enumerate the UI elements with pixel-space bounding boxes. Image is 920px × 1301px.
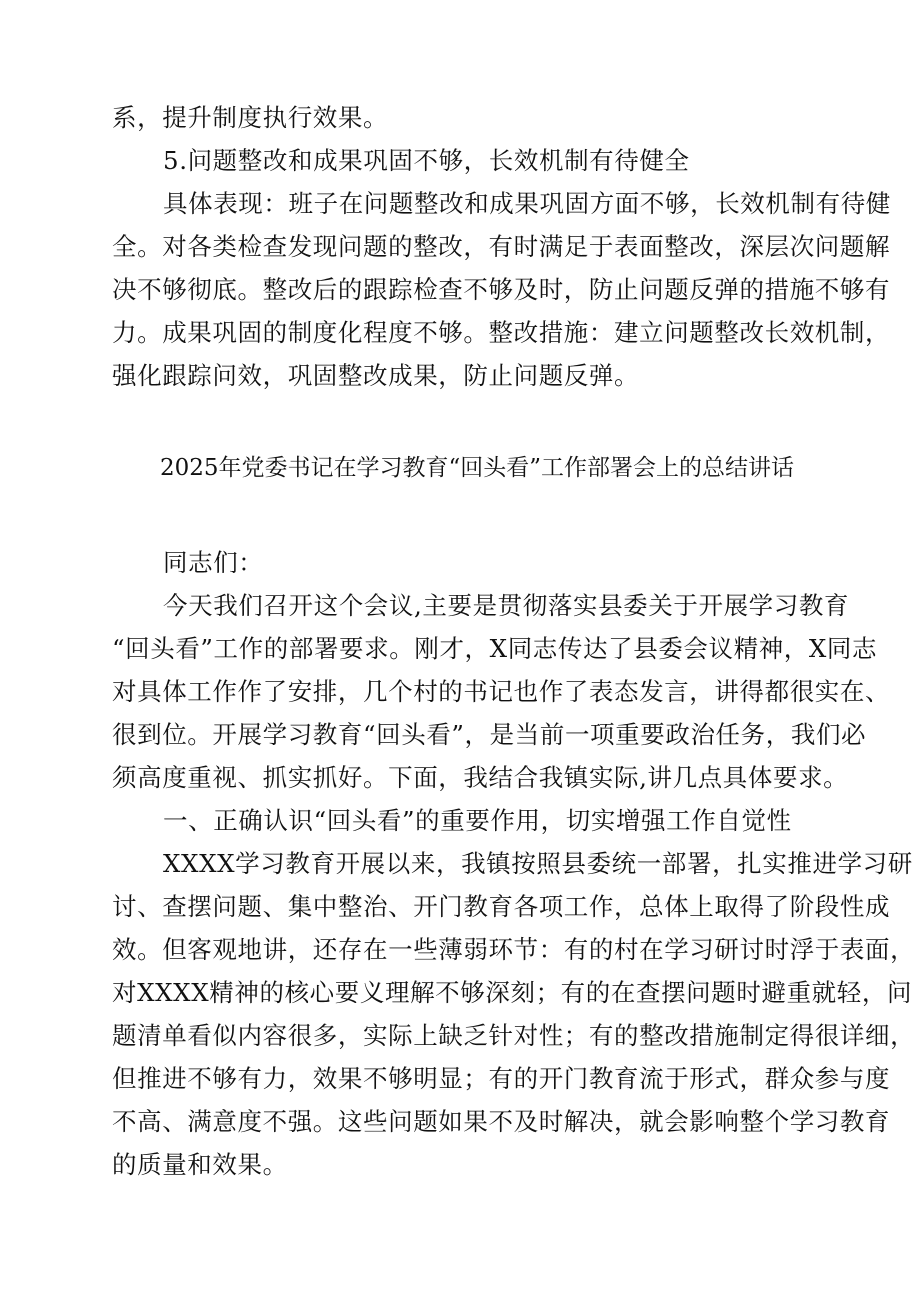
salutation: 同志们： [163, 548, 264, 577]
paragraph-line: 对XXXX精神的核心要义理解不够深刻；有的在查摆问题时避重就轻，问 [112, 978, 913, 1007]
paragraph-line: 今天我们召开这个会议,主要是贯彻落实县委关于开展学习教育 [163, 591, 850, 620]
paragraph-line: 全。对各类检查发现问题的整改，有时满足于表面整改，深层次问题解 [112, 232, 891, 261]
paragraph-line: 决不够彻底。整改后的跟踪检查不够及时，防止问题反弹的措施不够有 [112, 275, 891, 304]
paragraph-line: 须高度重视、抓实抓好。下面，我结合我镇实际,讲几点具体要求。 [112, 763, 849, 792]
paragraph-line: 的质量和效果。 [112, 1150, 288, 1179]
item5-heading: 5.问题整改和成果巩固不够，长效机制有待健全 [163, 146, 690, 175]
paragraph-line: 力。成果巩固的制度化程度不够。整改措施：建立问题整改长效机制， [112, 318, 891, 347]
paragraph-line: XXXX学习教育开展以来，我镇按照县委统一部署，扎实推进学习研 [163, 849, 913, 878]
paragraph-line: 系，提升制度执行效果。 [112, 103, 389, 132]
paragraph-line: 不高、满意度不强。这些问题如果不及时解决，就会影响整个学习教育 [112, 1107, 891, 1136]
paragraph-line: 但推进不够有力，效果不够明显；有的开门教育流于形式，群众参与度 [112, 1064, 891, 1093]
paragraph-line: 讨、查摆问题、集中整治、开门教育各项工作，总体上取得了阶段性成 [112, 892, 891, 921]
paragraph-line: 很到位。开展学习教育“回头看”，是当前一项重要政治任务，我们必 [112, 720, 867, 749]
paragraph-line: 效。但客观地讲，还存在一些薄弱环节：有的村在学习研讨时浮于表面， [112, 935, 916, 964]
paragraph-line: 题清单看似内容很多，实际上缺乏针对性；有的整改措施制定得很详细， [112, 1021, 916, 1050]
paragraph-line: “回头看”工作的部署要求。刚才，X同志传达了县委会议精神，X同志 [112, 634, 878, 663]
paragraph-line: 对具体工作作了安排，几个村的书记也作了表态发言，讲得都很实在、 [112, 677, 891, 706]
section1-heading: 一、正确认识“回头看”的重要作用，切实增强工作自觉性 [163, 806, 792, 835]
paragraph-line: 强化跟踪问效，巩固整改成果，防止问题反弹。 [112, 361, 640, 390]
speech-title: 2025年党委书记在学习教育“回头看”工作部署会上的总结讲话 [160, 455, 795, 481]
paragraph-line: 具体表现：班子在问题整改和成果巩固方面不够，长效机制有待健 [163, 189, 891, 218]
